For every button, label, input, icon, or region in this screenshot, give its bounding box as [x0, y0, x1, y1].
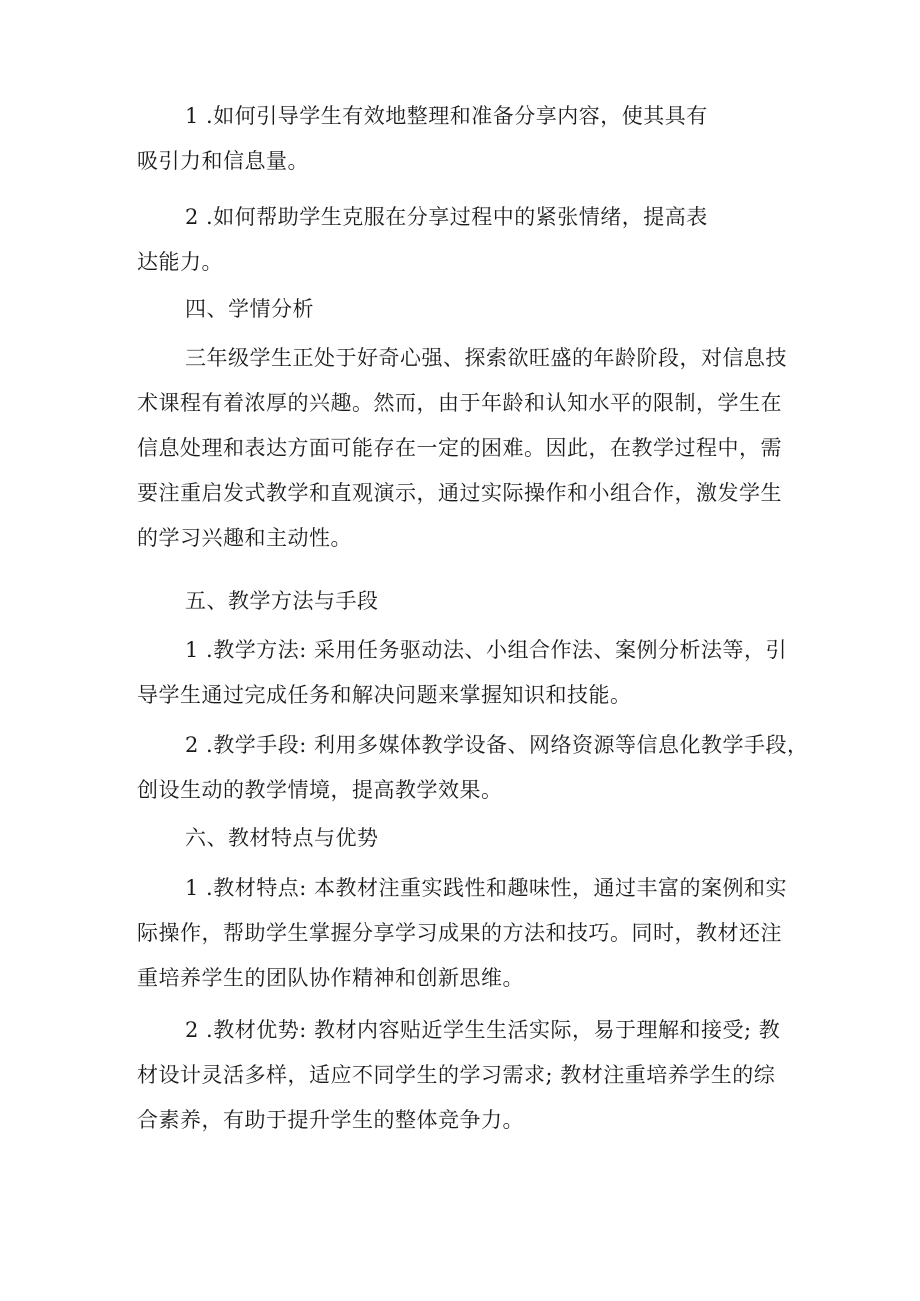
- section-6-heading: 六、教材特点与优势: [185, 826, 379, 850]
- section-4-line: 信息处理和表达方面可能存在一定的困难。因此，在教学过程中，需: [137, 436, 782, 460]
- question-1-line-2: 吸引力和信息量。: [137, 149, 309, 173]
- section-5-heading: 五、教学方法与手段: [185, 589, 379, 613]
- section-5-item-1-line: 1 .教学方法: 采用任务驱动法、小组合作法、案例分析法等，引: [185, 638, 787, 662]
- section-6-item-2-line: 材设计灵活多样，适应不同学生的学习需求; 教材注重培养学生的综: [137, 1063, 776, 1087]
- section-6-item-1: [137, 866, 787, 1001]
- section-5-item-1-line: 导学生通过完成任务和解决问题来掌握知识和技能。: [137, 683, 632, 707]
- section-4-body: [137, 336, 787, 561]
- question-1-line-1: 1 .如何引导学生有效地整理和准备分享内容，使其具有: [185, 104, 708, 128]
- section-5-item-2-line: 创设生动的教学情境，提高教学效果。: [137, 778, 503, 802]
- section-4-line: 三年级学生正处于好奇心强、探索欲旺盛的年龄阶段，对信息技: [185, 346, 787, 370]
- section-4-line: 要注重启发式教学和直观演示，通过实际操作和小组合作，激发学生: [137, 481, 782, 505]
- section-6-item-2: [137, 1008, 787, 1143]
- question-2-line-2: 达能力。: [137, 250, 223, 274]
- section-4-heading: 四、学情分析: [185, 297, 314, 321]
- section-5-item-2-line: 2 .教学手段: 利用多媒体教学设备、网络资源等信息化教学手段，: [185, 733, 809, 757]
- section-6-item-1-line: 际操作，帮助学生掌握分享学习成果的方法和技巧。同时，教材还注: [137, 921, 782, 945]
- question-1: [137, 94, 787, 184]
- section-6-item-1-line: 1 .教材特点: 本教材注重实践性和趣味性，通过丰富的案例和实: [185, 876, 787, 900]
- section-6-item-2-line: 合素养，有助于提升学生的整体竞争力。: [137, 1108, 524, 1132]
- section-6-item-2-line: 2 .教材优势: 教材内容贴近学生生活实际，易于理解和接受; 教: [185, 1018, 781, 1042]
- section-5-item-1: [137, 628, 787, 718]
- section-6-item-1-line: 重培养学生的团队协作精神和创新思维。: [137, 966, 524, 990]
- section-4-line: 术课程有着浓厚的兴趣。然而，由于年龄和认知水平的限制，学生在: [137, 391, 782, 415]
- section-5-item-2: [137, 723, 809, 813]
- question-2: [137, 195, 787, 285]
- section-4-line: 的学习兴趣和主动性。: [137, 526, 352, 550]
- question-2-line-1: 2 .如何帮助学生克服在分享过程中的紧张情绪，提高表: [185, 205, 708, 229]
